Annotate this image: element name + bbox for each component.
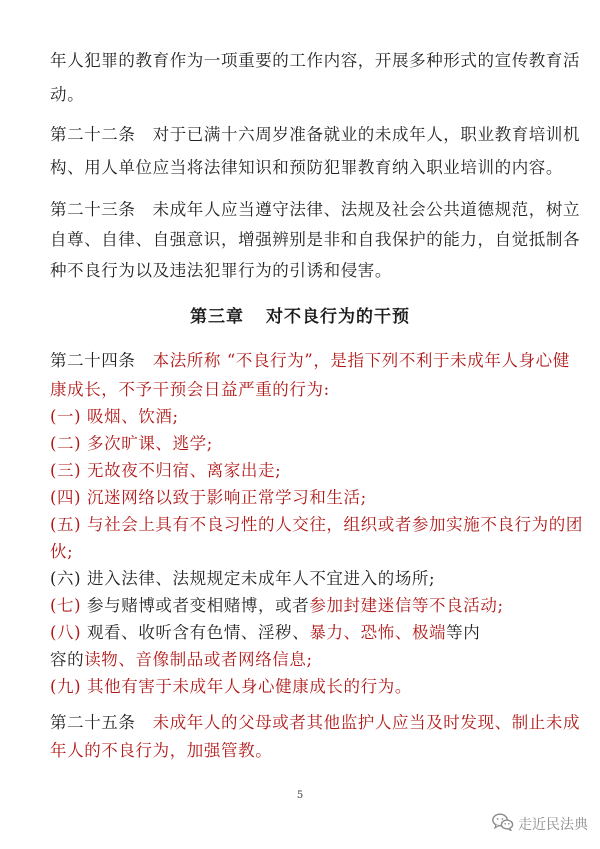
chapter-title: 对不良行为的干预 (266, 307, 410, 327)
article-25-text: 未成年人的父母或者其他监护人应当及时发现、制止未成 (152, 713, 581, 732)
item-8b-red-text: 读物、音像制品或者网络信息; (84, 650, 313, 669)
article-25-label: 第二十五条 (50, 713, 136, 732)
article-25-line-1 (50, 712, 580, 734)
watermark-text: 走近民法典 (518, 817, 588, 833)
article-21-line-2: 动。 (50, 85, 85, 104)
article-24-line-1 (50, 350, 570, 372)
article-24-item-7 (50, 595, 504, 617)
article-24-item-2: (二) 多次旷课、逃学; (50, 434, 213, 453)
article-24-label: 第二十四条 (50, 351, 136, 370)
article-23-line-2: 自尊、自律、自强意识，增强辨别是非和自我保护的能力，自觉抵制各 (50, 230, 581, 249)
article-22-line-2: 构、用人单位应当将法律知识和预防犯罪教育纳入职业培训的内容。 (50, 158, 563, 177)
item-8b-dark-text: 容的 (50, 650, 85, 669)
article-24-line-2: 康成长，不予干预会日益严重的行为: (50, 380, 330, 399)
item-7-red-text: 参加封建迷信等不良活动; (309, 596, 504, 615)
article-25-line-2: 年人的不良行为，加强管教。 (50, 741, 273, 760)
item-7-prefix: (七) (50, 596, 82, 615)
watermark (492, 813, 588, 835)
article-24-text: 本法所称 “不良行为”，是指下列不利于未成年人身心健 (152, 351, 570, 370)
article-24-item-1: (一) 吸烟、饮酒; (50, 407, 179, 426)
article-21-line-1: 年人犯罪的教育作为一项重要的工作内容，开展多种形式的宣传教育活 (50, 51, 581, 70)
article-24-item-3: (三) 无故夜不归宿、离家出走; (50, 461, 282, 480)
chapter-heading (0, 302, 600, 327)
article-22-line-1: 第二十二条 对于已满十六周岁准备就业的未成年人，职业教育培训机 (50, 125, 581, 144)
item-7-dark-text: 参与赌博或者变相赌博，或者 (81, 596, 310, 615)
article-24-item-5b: 伙; (50, 542, 74, 561)
chapter-number: 第三章 (190, 307, 244, 327)
item-8-dark-text-2: 等内 (446, 623, 481, 642)
article-23-line-1: 第二十三条 未成年人应当遵守法律、法规及社会公共道德规范，树立 (50, 200, 581, 219)
article-24-item-9: (九) 其他有害于未成年人身心健康成长的行为。 (50, 677, 412, 696)
article-24-item-6: (六) 进入法律、法规规定未成年人不宜进入的场所; (50, 569, 436, 588)
article-24-item-8a (50, 622, 480, 644)
item-8-red-text: 暴力、恐怖、极端 (309, 623, 447, 642)
article-24-item-5a: (五) 与社会上具有不良习性的人交往，组织或者参加实施不良行为的团 (50, 515, 583, 534)
article-24-item-4: (四) 沉迷网络以致于影响正常学习和生活; (50, 488, 367, 507)
article-23-line-3: 种不良行为以及违法犯罪行为的引诱和侵害。 (50, 261, 392, 280)
item-8-prefix: (八) (50, 623, 82, 642)
item-8-dark-text: 观看、收听含有色情、淫秽、 (81, 623, 310, 642)
article-24-item-8b (50, 649, 313, 671)
wechat-icon (492, 813, 514, 835)
page-number: 5 (296, 790, 304, 801)
